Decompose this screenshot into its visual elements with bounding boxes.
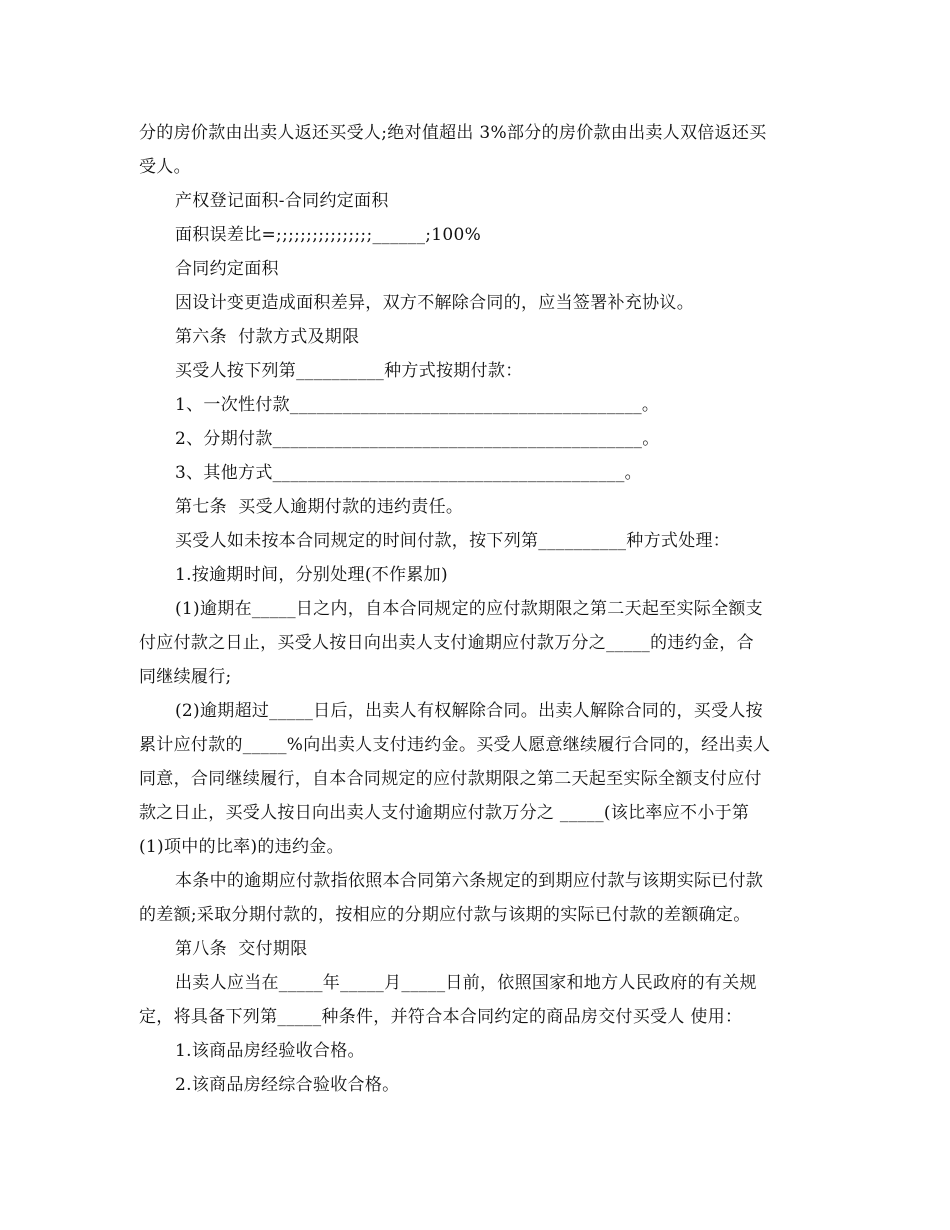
text-line: 出卖人应当在_____年_____月_____日前，依照国家和地方人民政府的有关规 — [175, 973, 757, 993]
text-line: 产权登记面积-合同约定面积 — [175, 191, 389, 211]
text-line: 定，将具备下列第_____种条件，并符合本合同约定的商品房交付买受人 使用： — [139, 1007, 743, 1027]
text-line: 买受人按下列第__________种方式按期付款： — [175, 361, 523, 381]
text-line: (1)项中的比率)的违约金。 — [139, 837, 344, 857]
text-line: 受人。 — [139, 157, 191, 177]
text-line: 同意，合同继续履行，自本合同规定的应付款期限之第二天起至实际全额支付应付 — [139, 769, 762, 789]
text-line: 3、其他方式________________________________________。 — [175, 463, 642, 483]
text-line: 买受人如未按本合同规定的时间付款，按下列第__________种方式处理： — [175, 531, 731, 551]
text-line: (1)逾期在_____日之内，自本合同规定的应付款期限之第二天起至实际全额支 — [175, 599, 763, 619]
section-heading: 第七条 买受人逾期付款的违约责任。 — [175, 497, 464, 517]
text-line: 同继续履行; — [139, 667, 232, 687]
text-line: 2.该商品房经综合验收合格。 — [175, 1075, 400, 1095]
text-line: 因设计变更造成面积差异，双方不解除合同的，应当签署补充协议。 — [175, 293, 694, 313]
text-line: 的差额;采取分期付款的，按相应的分期应付款与该期的实际已付款的差额确定。 — [139, 905, 751, 925]
text-line: 2、分期付款__________________________________________。 — [175, 429, 660, 449]
section-heading: 第六条 付款方式及期限 — [175, 327, 360, 347]
text-line: (2)逾期超过_____日后，出卖人有权解除合同。出卖人解除合同的，买受人按 — [175, 701, 763, 721]
text-line: 面积误差比=;;;;;;;;;;;;;;;;______;100% — [175, 225, 482, 245]
text-line: 付应付款之日止，买受人按日向出卖人支付逾期应付款万分之_____的违约金，合 — [139, 633, 754, 653]
text-line: 合同约定面积 — [175, 259, 279, 279]
text-line: 1.该商品房经验收合格。 — [175, 1041, 365, 1061]
section-heading: 第八条 交付期限 — [175, 939, 308, 959]
text-line: 1、一次性付款________________________________________。 — [175, 395, 660, 415]
text-line: 本条中的逾期应付款指依照本合同第六条规定的到期应付款与该期实际已付款 — [175, 871, 764, 891]
text-line: 1.按逾期时间，分别处理(不作累加) — [175, 565, 448, 585]
text-line: 分的房价款由出卖人返还买受人;绝对值超出 3%部分的房价款由出卖人双倍返还买 — [139, 123, 767, 143]
text-line: 累计应付款的_____%向出卖人支付违约金。买受人愿意继续履行合同的，经出卖人 — [139, 735, 771, 755]
text-line: 款之日止，买受人按日向出卖人支付逾期应付款万分之 _____(该比率应不小于第 — [139, 803, 750, 823]
